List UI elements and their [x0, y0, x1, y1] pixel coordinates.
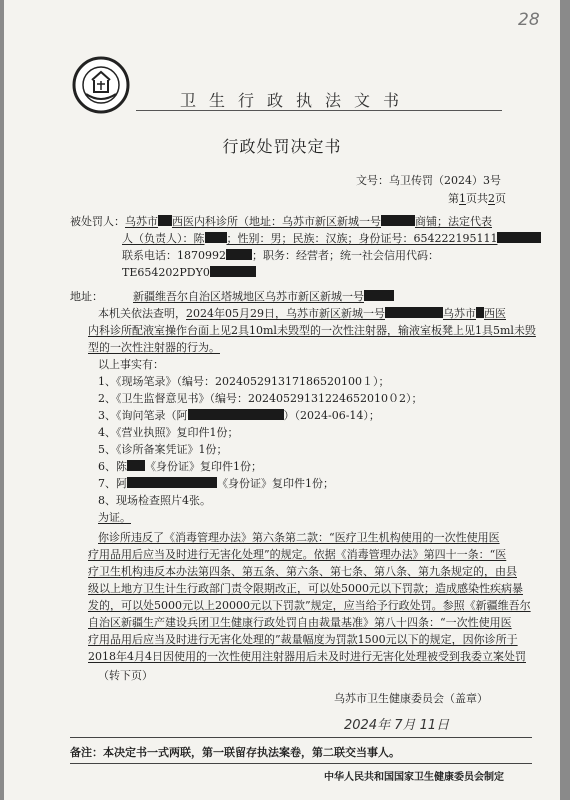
document-number: 文号：乌卫传罚（2024）3号 [356, 174, 501, 187]
evidence-item: 5、《诊所备案凭证》1份； [98, 443, 228, 456]
analysis-line: 疗用品用后应当及时进行无害化处理”的规定。依据《消毒管理办法》第四十一条：“医 [88, 548, 507, 561]
redaction [364, 290, 394, 301]
analysis-line: 你诊所违反了《消毒管理办法》第六条第二款：“医疗卫生机构使用的一次性使用医 [98, 531, 500, 544]
health-supervision-emblem-icon [72, 56, 130, 114]
party-line-2: 人（负责人）：陈 ；性别：男；民族：汉族；身份证号：654222195111 [122, 231, 541, 246]
redaction [497, 232, 541, 243]
analysis-line: 疗卫生机构违反本办法第四条、第五条、第六条、第七条、第八条、第九条规定的，由县 [88, 565, 517, 578]
redaction [188, 409, 284, 420]
address-line: 地址： 新疆维吾尔自治区塔城地区乌苏市新区新城一号 [70, 289, 394, 304]
facts-line-2: 内科诊所配液室操作台面上见2具10ml未毁型的一次性注射器，输液室板凳上见1具5ml未毁 [88, 324, 536, 337]
redaction [210, 266, 256, 277]
signature-date: 2024年 7月 11日 [344, 718, 450, 733]
issuing-authority: 乌苏市卫生健康委员会（盖章） [334, 692, 488, 705]
header-divider [136, 110, 502, 111]
publisher: 中华人民共和国国家卫生健康委员会制定 [324, 772, 504, 783]
evidence-intro: 以上事实有： [98, 358, 164, 371]
evidence-item: 8、现场检查照片4张。 [98, 494, 211, 507]
footer-divider-bottom [70, 763, 532, 764]
evidence-item: 7、阿 《身份证》复印件1份； [98, 477, 334, 490]
page-info: 第1页共2页 [448, 192, 506, 205]
redaction [158, 215, 172, 226]
redaction [476, 307, 484, 318]
footer-note: 备注：本决定书一式两联，第一联留存执法案卷，第二联交当事人。 [70, 746, 400, 759]
facts-line-3: 型的一次性注射器的行为。 [88, 341, 220, 354]
party-line-4: TE654202PDY0 [122, 265, 256, 280]
facts-line-1: 本机关依法查明，2024年05月29日，乌苏市新区新城一号 乌苏市 西医 [98, 307, 506, 320]
analysis-line: 疗用品用后应当及时进行无害化处理的”裁量幅度为罚款1500元以下的规定，因你诊所于 [88, 633, 518, 646]
evidence-item: 3、《询问笔录（阿 ）（2024-06-14）； [98, 409, 380, 422]
analysis-line: 发的，可以处5000元以上20000元以下罚款”规定，应当给予行政处罚。参照《新疆维吾尔 [88, 599, 531, 612]
page-number: 28 [518, 10, 540, 30]
redaction [205, 232, 227, 243]
evidence-item: 1、《现场笔录》（编号：202405291317186520100１）； [98, 375, 390, 388]
redaction [381, 215, 415, 226]
evidence-item: 2、《卫生监督意见书》（编号：20240529131224652010０2）； [98, 392, 423, 405]
continue-note: （转下页） [98, 669, 153, 682]
redaction [385, 307, 443, 318]
evidence-item: 4、《营业执照》复印件1份； [98, 426, 239, 439]
document-page [4, 0, 560, 800]
party-line-1: 被处罚人：乌苏市 西医内科诊所（地址：乌苏市新区新城一号 商铺；法定代表 [70, 215, 492, 228]
proof-text: 为证。 [98, 511, 131, 524]
party-line-3: 联系电话：1870992 ；职务：经营者；统一社会信用代码： [122, 249, 439, 262]
analysis-line: 2018年4月4日因使用的一次性使用注射器用后未及时进行无害化处理被受到我委立案处罚 [88, 650, 526, 663]
document-header: 卫生行政执法文书 [180, 91, 413, 110]
evidence-item: 6、陈 《身份证》复印件1份； [98, 460, 262, 473]
analysis-line: 级以上地方卫生计生行政部门责令限期改正，可以处5000元以下罚款；造成感染性疾病暴 [88, 582, 523, 595]
redaction [226, 249, 252, 260]
redaction [127, 460, 145, 471]
analysis-line: 自治区新疆生产建设兵团卫生健康行政处罚自由裁量基准》第八十四条：“一次性使用医 [88, 616, 512, 629]
document-title: 行政处罚决定书 [222, 137, 342, 156]
footer-divider-top [70, 737, 532, 738]
redaction [127, 477, 217, 488]
